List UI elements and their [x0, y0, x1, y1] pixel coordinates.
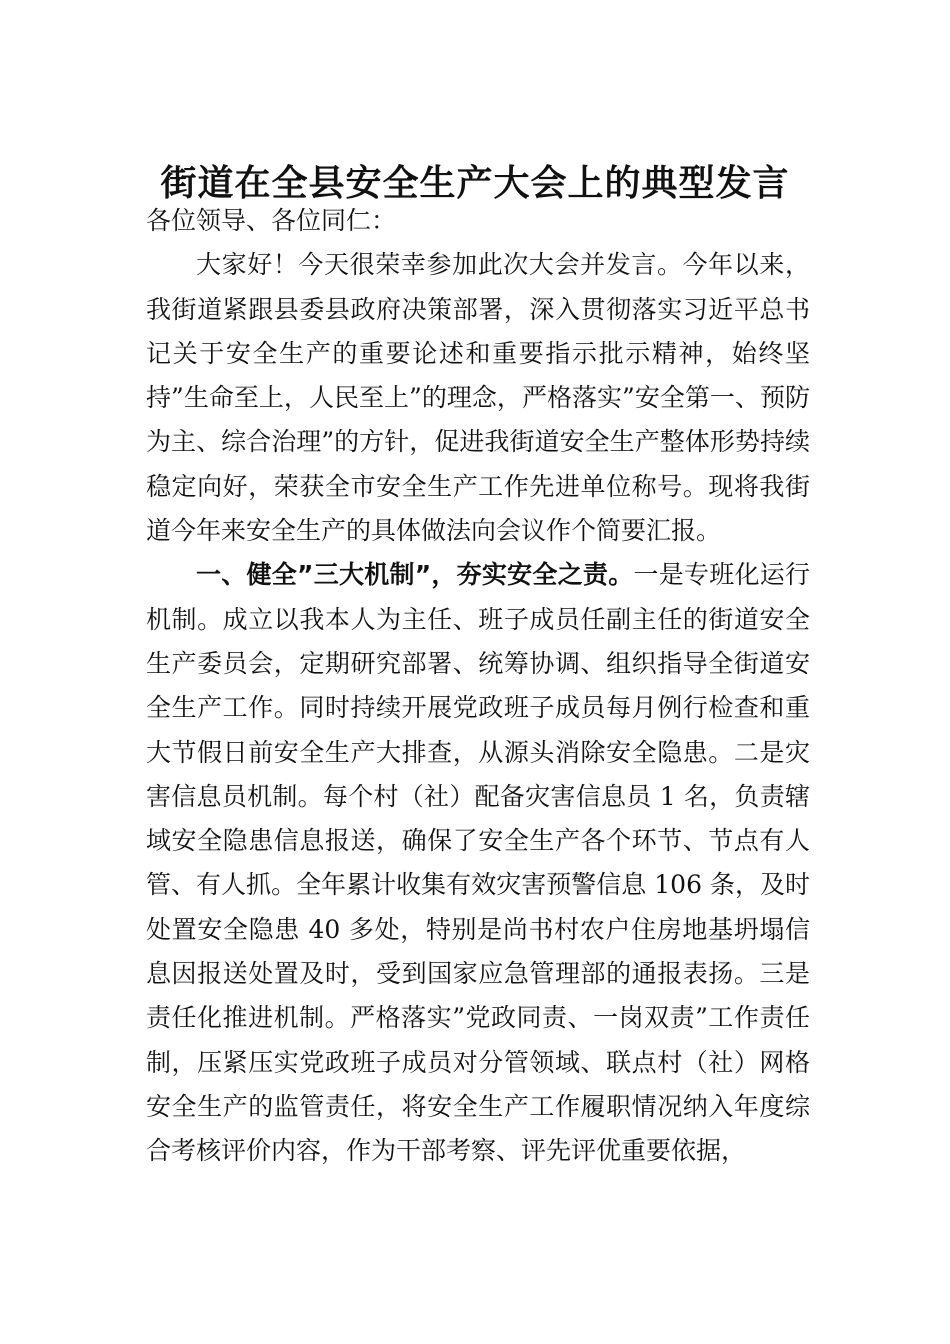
section-one-text: 一是专班化运行机制。成立以我本人为主任、班子成员任副主任的街道安全生产委员会，定期研究部署、统筹协调、组织指导全街道安全生产工作。同时持续开展党政班子成员每月例行检查和重大节假日前安全生产大排查，从源头消除安全隐患。二是灾害信息员机制。每个村（社）配备灾害信息员 1 名，负责辖域安全隐患信息报送，确保了安全生产各个环节、节点有人管、有人抓。全年累计收集有效灾害预警信息 106 条，及时处置安全隐患 40 多处，特别是尚书村农户住房地基坍塌信息因报送处置及时，受到国家应急管理部的通报表扬。三是责任化推进机制。严格落实”党政同责、一岗双责”工作责任制，压紧压实党政班子成员对分管领域、联点村（社）网格安全生产的监管责任，将安全生产工作履职情况纳入年度综合考核评价内容，作为干部考察、评先评优重要依据，	[146, 560, 810, 1166]
section-one-heading: 一、健全”三大机制”，夯实安全之责。	[196, 560, 634, 590]
intro-paragraph	[146, 243, 810, 553]
section-one-paragraph	[146, 553, 810, 1173]
greeting-line: 各位领导、各位同仁：	[146, 206, 397, 235]
document-body	[146, 199, 810, 1174]
document-title: 街道在全县安全生产大会上的典型发言	[160, 162, 790, 204]
intro-paragraph-text: 大家好！今天很荣幸参加此次大会并发言。今年以来，我街道紧跟县委县政府决策部署，深入贯彻落实习近平总书记关于安全生产的重要论述和重要指示批示精神，始终坚持”生命至上，人民至上”的理念，严格落实”安全第一、预防为主、综合治理”的方针，促进我街道安全生产整体形势持续稳定向好，荣获全市安全生产工作先进单位称号。现将我街道今年来安全生产的具体做法向会议作个简要汇报。	[146, 250, 810, 546]
